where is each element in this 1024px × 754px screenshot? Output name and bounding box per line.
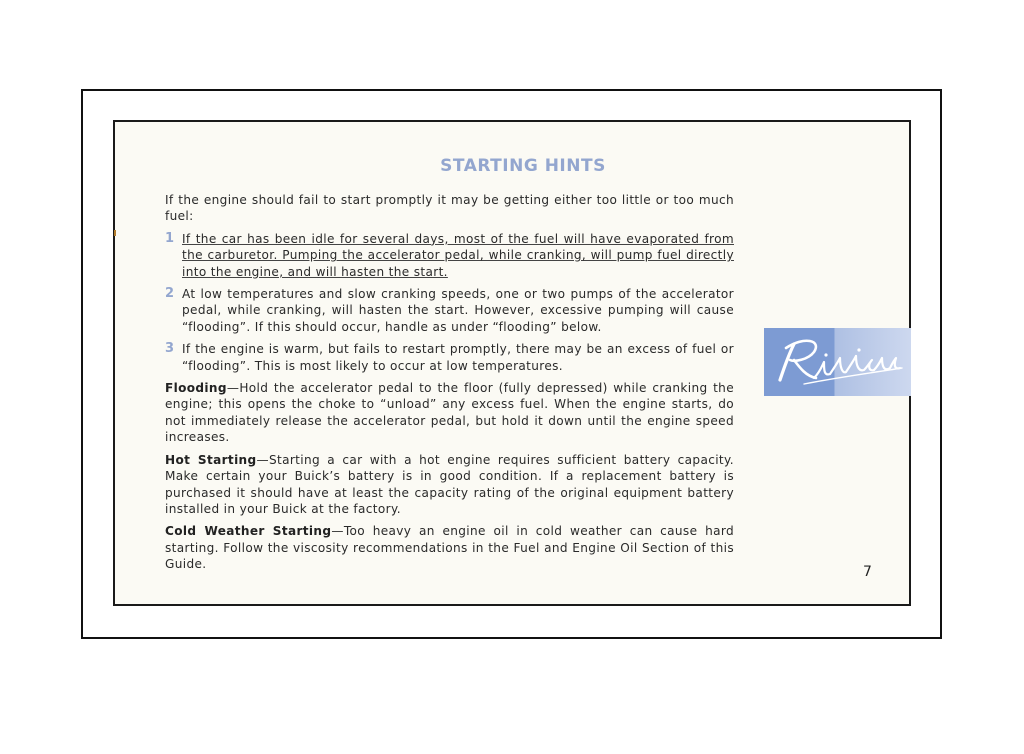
section-heading: Flooding: [165, 381, 227, 396]
hint-item-2: [165, 286, 734, 335]
hint-text: If the car has been idle for several days, most of the fuel will have evaporated from the carburetor. Pumping the accelerator pedal, while cranking, will pump fuel directly into the engine, and will hasten the start.: [182, 231, 734, 279]
page-number: 7: [863, 564, 872, 580]
page-body: [165, 192, 734, 579]
section-cold-weather-starting: [165, 523, 734, 572]
section-heading: Cold Weather Starting: [165, 524, 332, 539]
hint-number: 1: [165, 230, 175, 246]
intro-paragraph: If the engine should fail to start promptly it may be getting either too little or too much fuel:: [165, 193, 734, 224]
section-text: —Too heavy an engine oil in cold weather can cause hard starting. Follow the viscosity recommendations in the Fuel and Engine Oil Section of this Guide.: [165, 524, 734, 572]
page-edge-mark: [114, 230, 116, 236]
section-hot-starting: [165, 452, 734, 518]
manual-page: [113, 120, 911, 606]
section-text: —Hold the accelerator pedal to the floor (fully depressed) while cranking the engine; this opens the choke to “unload” any excess fuel. When the engine starts, do not immediately release the accelerator pedal, but hold it down until the engine speed increases.: [165, 381, 734, 445]
riviera-script-icon: [764, 328, 911, 396]
section-text: —Starting a car with a hot engine requires sufficient battery capacity. Make certain your Buick’s battery is in good condition. If a replacement battery is purchased it should have at least the capacity rating of the original equipment battery installed in your Buick at the factory.: [165, 452, 734, 516]
page-title: STARTING HINTS: [440, 156, 606, 176]
section-flooding: [165, 380, 734, 446]
riviera-logo: [764, 328, 911, 396]
hint-text: If the engine is warm, but fails to restart promptly, there may be an excess of fuel or “flooding”. This is most likely to occur at low temperatures.: [182, 342, 734, 373]
section-heading: Hot Starting: [165, 452, 257, 467]
hint-item-1: [165, 231, 734, 280]
hint-item-3: [165, 341, 734, 374]
hint-number: 3: [165, 341, 175, 357]
hint-text: At low temperatures and slow cranking speeds, one or two pumps of the accelerator pedal, while cranking, will hasten the start. However, excessive pumping will cause “flooding”. If this should occur, handle as under “flooding” below.: [182, 287, 734, 334]
hint-number: 2: [165, 286, 175, 302]
